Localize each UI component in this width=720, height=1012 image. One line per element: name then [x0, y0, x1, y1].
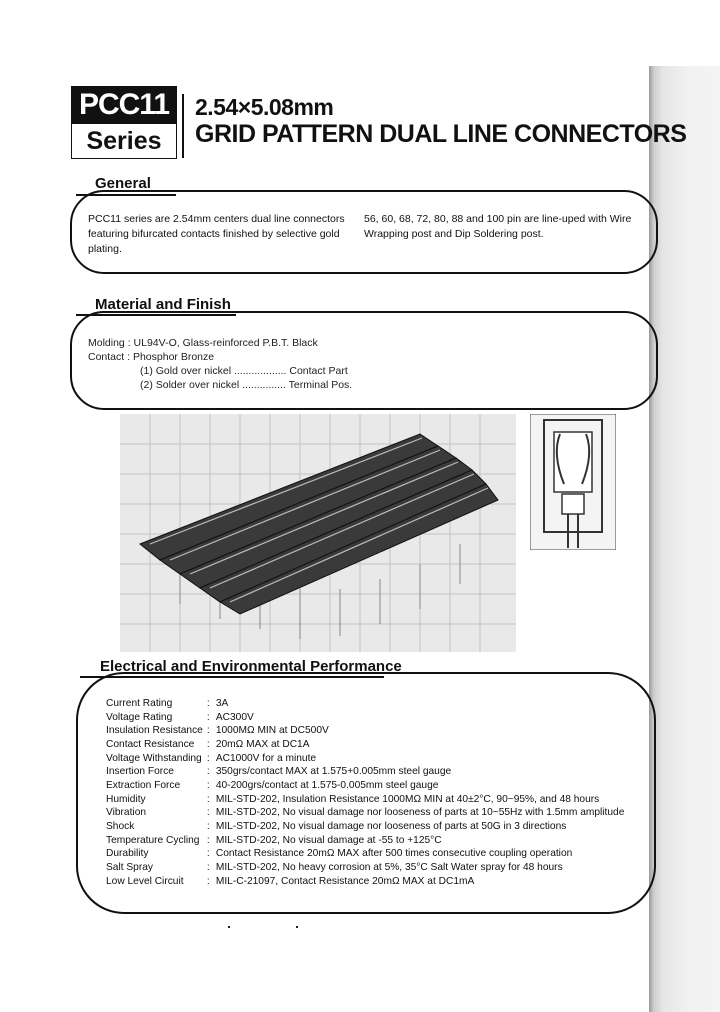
table-row: Current Rating : 3A	[106, 697, 624, 711]
spec-value: MIL-STD-202, Insulation Resistance 1000MΩ MIN at 40±2°C, 90~95%, and 48 hours	[215, 793, 600, 805]
molding-label: Molding	[88, 337, 125, 349]
finish-2: (2) Solder over nickel ............... Terminal Pos.	[140, 379, 353, 391]
series-word-badge: Series	[71, 124, 177, 159]
spec-value: 350grs/contact MAX at 1.575+0.005mm steel gauge	[215, 766, 452, 778]
spec-label: Low Level Circuit	[106, 875, 184, 887]
spec-value: Contact Resistance 20mΩ MAX after 500 times consecutive coupling operation	[215, 848, 573, 860]
series-code-badge: PCC11	[71, 86, 177, 124]
spec-label: Humidity	[106, 793, 146, 805]
molding-value: UL94V-O, Glass-reinforced P.B.T. Black	[133, 337, 318, 349]
performance-table	[106, 697, 624, 888]
page-edge-shadow	[649, 66, 720, 1012]
spec-label: Current Rating	[106, 698, 173, 709]
page-title: GRID PATTERN DUAL LINE CONNECTORS	[195, 120, 687, 148]
scan-speck	[228, 926, 230, 928]
spec-value: 1000MΩ MIN at DC500V	[215, 725, 329, 737]
spec-value: AC300V	[215, 711, 254, 723]
spec-value: 40-200grs/contact at 1.575-0.005mm steel gauge	[215, 779, 439, 791]
spec-label: Voltage Rating	[106, 711, 173, 723]
spec-value: MIL-STD-202, No visual damage nor looseness of parts at 50G in 3 directions	[215, 820, 567, 832]
title-divider	[182, 94, 184, 158]
table-row: Voltage Withstanding : AC1000V for a minute	[106, 752, 624, 766]
spec-value: AC1000V for a minute	[215, 752, 317, 764]
table-row: Salt Spray : MIL-STD-202, No heavy corrosion at 5%, 35°C Salt Water spray for 48 hours	[106, 861, 624, 875]
contact-row: Contact : Phosphor Bronze	[88, 351, 215, 363]
spec-value: MIL-STD-202, No heavy corrosion at 5%, 35°C Salt Water spray for 48 hours	[215, 861, 563, 873]
spec-value: 3A	[215, 698, 229, 709]
table-row: Vibration : MIL-STD-202, No visual damage nor looseness of parts at 10~55Hz with 1.5mm amplitude	[106, 807, 625, 819]
spec-value: MIL-C-21097, Contact Resistance 20mΩ MAX at DC1mA	[215, 875, 475, 887]
spec-value: MIL-STD-202, No visual damage nor looseness of parts at 10~55Hz with 1.5mm amplitude	[215, 807, 625, 819]
table-row: Durability : Contact Resistance 20mΩ MAX after 500 times consecutive coupling operation	[106, 847, 624, 861]
spec-label: Contact Resistance	[106, 738, 195, 750]
table-row: Shock : MIL-STD-202, No visual damage nor looseness of parts at 50G in 3 directions	[106, 820, 624, 834]
material-details	[88, 336, 352, 392]
table-row: Low Level Circuit : MIL-C-21097, Contact Resistance 20mΩ MAX at DC1mA	[106, 875, 624, 889]
spec-value: 20mΩ MAX at DC1A	[215, 738, 310, 750]
material-heading: Material and Finish	[95, 296, 231, 313]
connector-photo	[120, 414, 516, 652]
contact-cross-section-diagram	[530, 414, 616, 550]
dimension-title: 2.54×5.08mm	[195, 94, 334, 120]
table-row: Temperature Cycling : MIL-STD-202, No visual damage at -55 to +125°C	[106, 834, 624, 848]
spec-label: Durability	[106, 848, 149, 860]
general-text-right: 56, 60, 68, 72, 80, 88 and 100 pin are line-uped with Wire Wrapping post and Dip Soldering post.	[364, 213, 632, 240]
contact-value: Phosphor Bronze	[132, 351, 215, 363]
spec-label: Insertion Force	[106, 766, 174, 778]
table-row: Voltage Rating : AC300V	[106, 711, 624, 725]
spec-label: Shock	[106, 820, 135, 832]
spec-label: Salt Spray	[106, 861, 153, 873]
molding-row: Molding : UL94V-O, Glass-reinforced P.B.T. Black	[88, 337, 318, 349]
spec-value: MIL-STD-202, No visual damage at -55 to +125°C	[215, 834, 442, 846]
general-heading: General	[95, 175, 151, 192]
spec-label: Insulation Resistance	[106, 725, 203, 737]
spec-label: Extraction Force	[106, 779, 181, 791]
table-row: Insertion Force : 350grs/contact MAX at 1.575+0.005mm steel gauge	[106, 765, 624, 779]
contact-label: Contact	[88, 351, 125, 363]
spec-label: Temperature Cycling	[106, 834, 200, 846]
finish-1: (1) Gold over nickel .................. Contact Part	[140, 365, 348, 377]
general-text-left: PCC11 series are 2.54mm centers dual line connectors featuring bifurcated contacts finished by selective gold plating.	[88, 213, 345, 255]
performance-heading: Electrical and Environmental Performance	[100, 658, 402, 675]
table-row: Insulation Resistance : 1000MΩ MIN at DC500V	[106, 724, 624, 738]
spec-label: Voltage Withstanding	[106, 752, 202, 764]
scan-speck	[296, 926, 298, 928]
spec-label: Vibration	[106, 807, 147, 819]
table-row: Contact Resistance : 20mΩ MAX at DC1A	[106, 738, 624, 752]
table-row: Extraction Force : 40-200grs/contact at 1.575-0.005mm steel gauge	[106, 779, 624, 793]
table-row: Humidity : MIL-STD-202, Insulation Resistance 1000MΩ MIN at 40±2°C, 90~95%, and 48 hours	[106, 793, 624, 807]
